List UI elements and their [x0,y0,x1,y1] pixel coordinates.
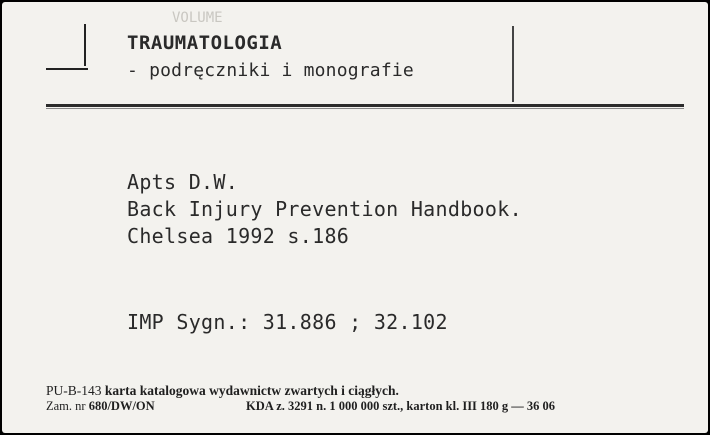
header-divider [46,104,684,107]
entry-imprint: Chelsea 1992 s.186 [127,224,350,248]
ghost-text: VOLUME [172,10,223,26]
entry-title: Back Injury Prevention Handbook. [127,197,522,221]
catalog-card [2,2,708,433]
right-vertical-rule [512,26,514,102]
order-number: 680/DW/ON [88,399,155,413]
form-title: karta katalogowa wydawnictw zwartych i ciągłych. [104,383,399,398]
entry-signature: IMP Sygn.: 31.886 ; 32.102 [127,310,448,334]
left-short-rule [46,68,88,70]
footer-line-1 [46,383,399,399]
subject-subheading: - podręczniki i monografie [127,60,414,81]
order-label: Zam. nr [46,399,86,413]
left-vertical-rule [84,24,86,66]
kda-info: KDA z. 3291 n. 1 000 000 szt., karton kl. III 180 g — 36 06 [246,399,556,413]
entry-author: Apts D.W. [127,170,239,194]
form-code: PU-B-143 [46,383,102,398]
footer-line-2 [46,399,556,414]
header-divider-shadow [46,108,684,109]
subject-heading: TRAUMATOLOGIA [127,32,283,54]
